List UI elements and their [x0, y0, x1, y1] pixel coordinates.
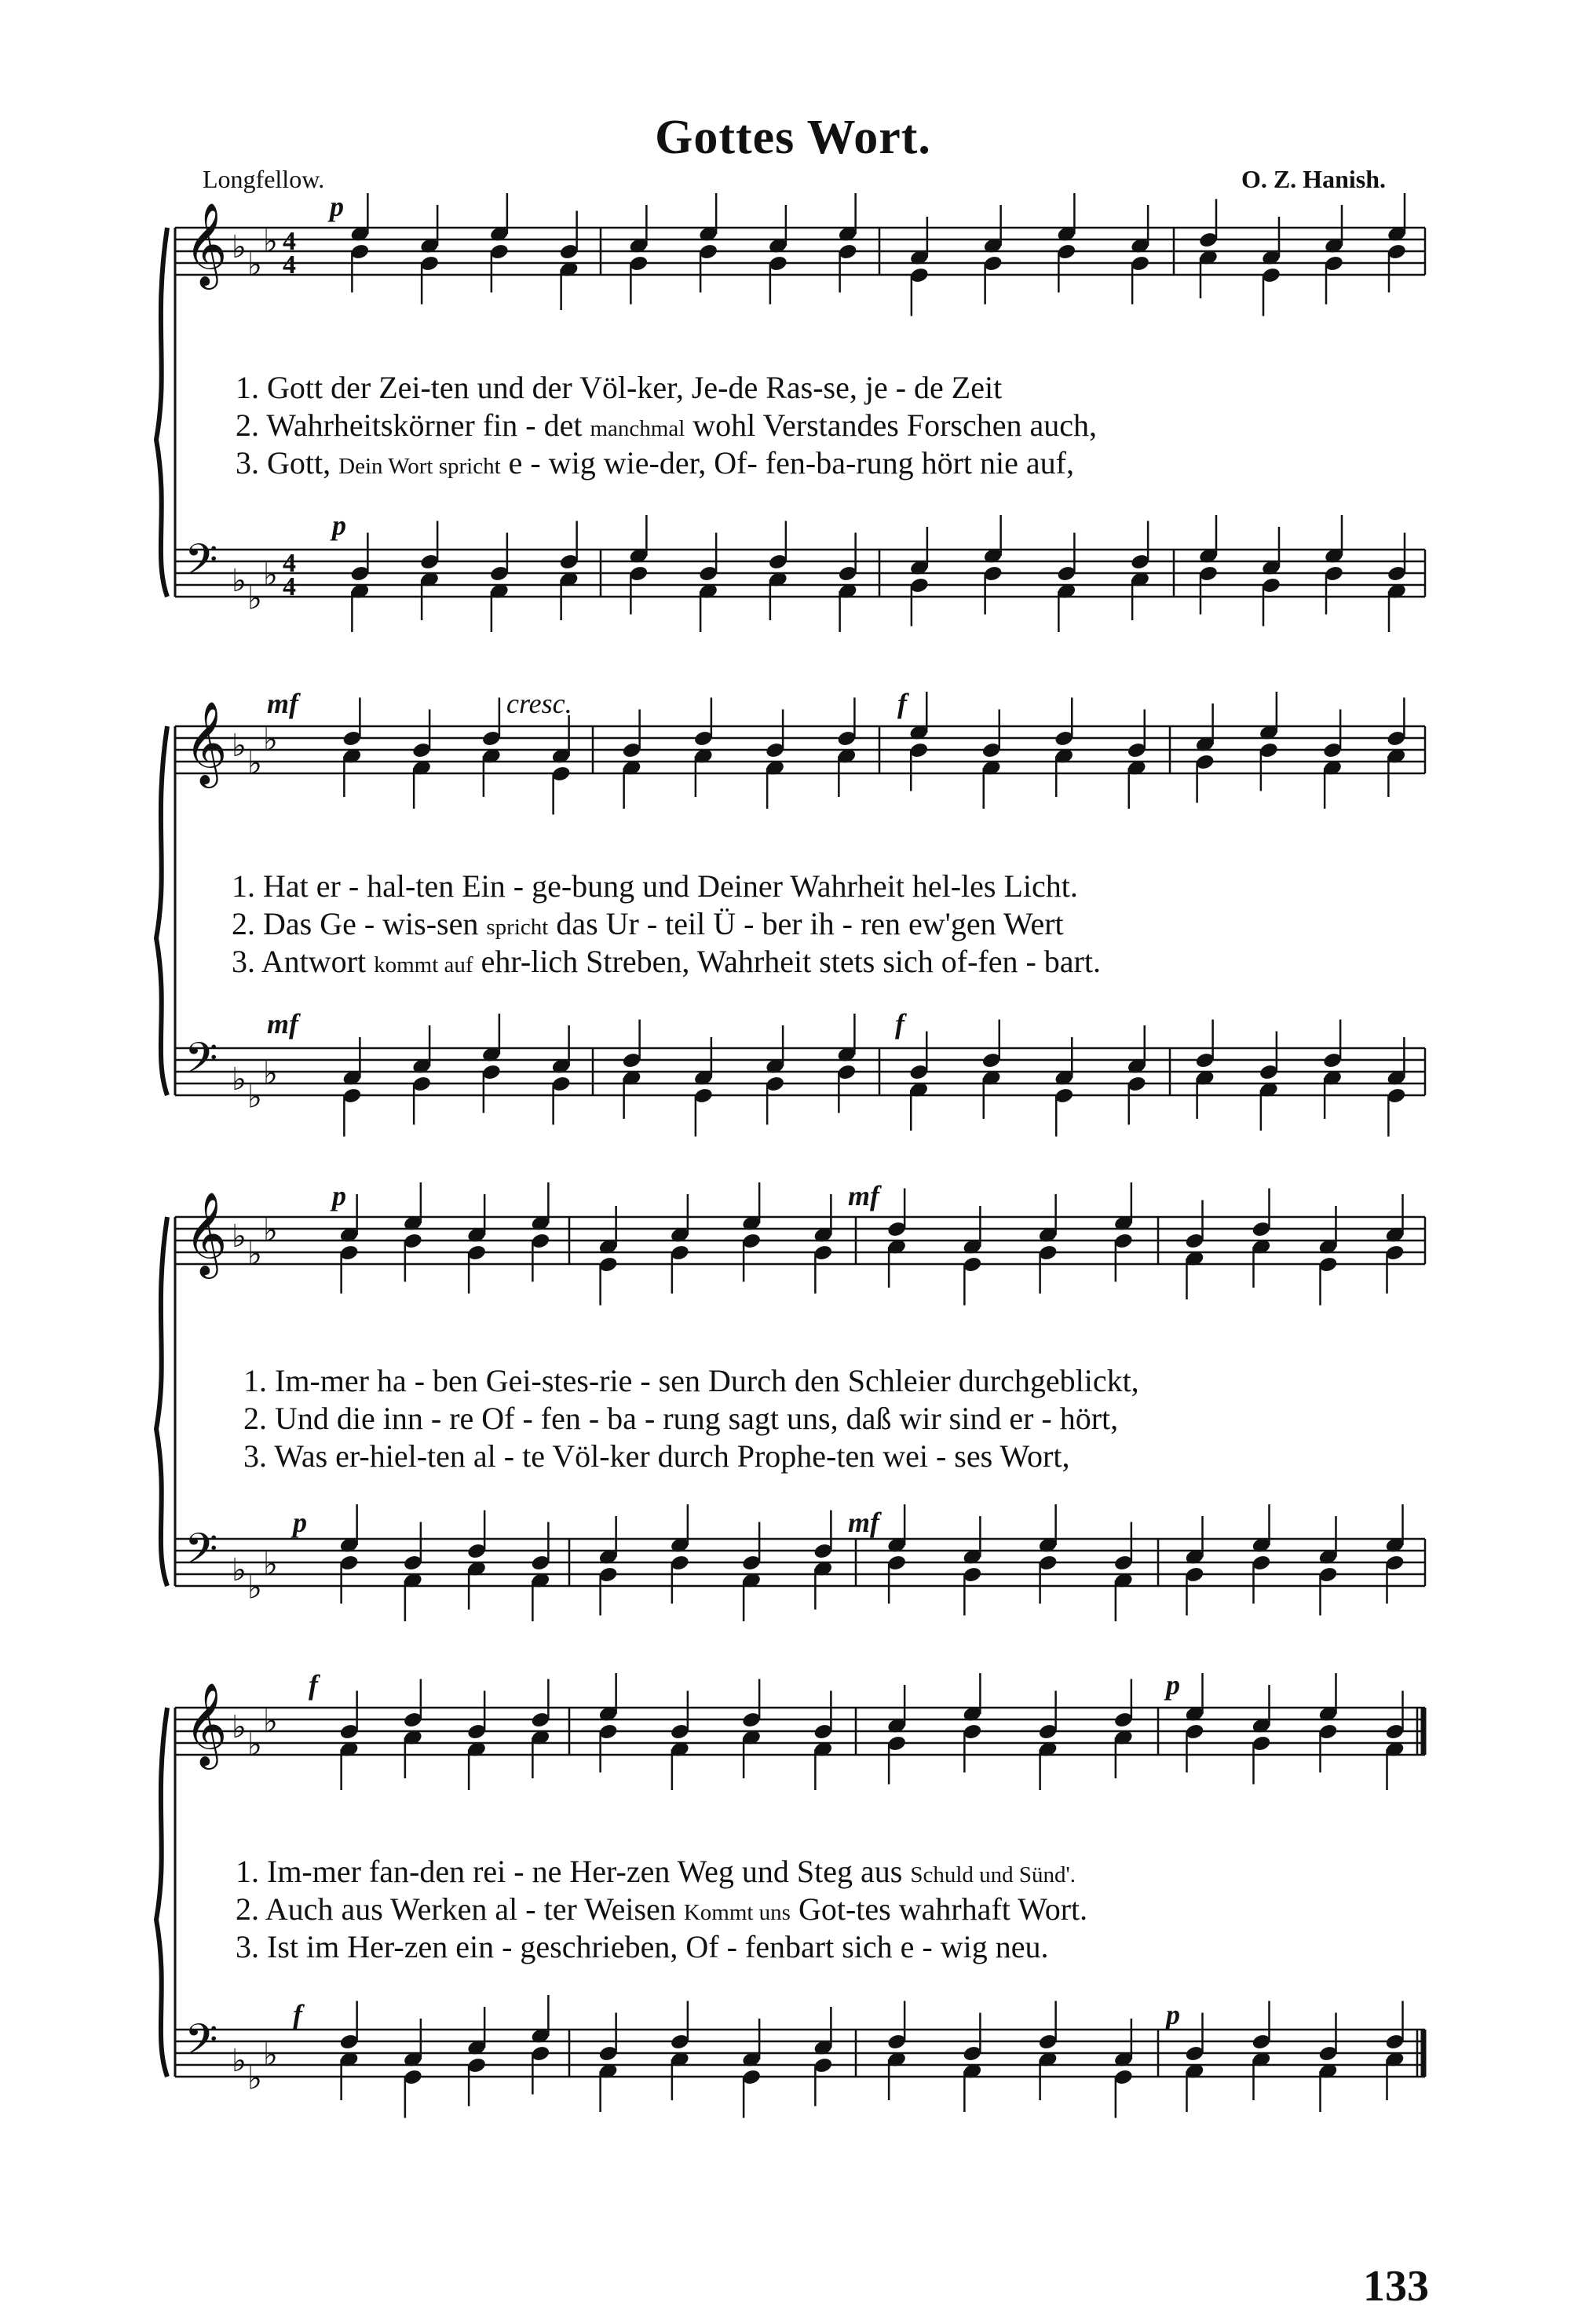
music-system-3: [153, 1180, 1425, 1641]
brace: [156, 1217, 167, 1586]
time-signature: 4: [283, 250, 296, 280]
flat-icon: ♭: [247, 580, 262, 617]
page-title: Gottes Wort.: [655, 111, 931, 164]
verse-line-1: 1. Im-mer fan-den rei - ne Her-zen Weg und Steg aus Schuld und Sünd'.: [236, 1854, 1076, 1889]
music-system-4: [153, 1669, 1425, 2163]
dynamic-mark: mf: [848, 1507, 879, 1538]
verse-block: [236, 1853, 1087, 1966]
verse-line-1: 1. Gott der Zei-ten und der Völ-ker, Je-de Ras-se, je - de Zeit: [236, 370, 1003, 405]
treble-clef-icon: 𝄞: [185, 202, 228, 286]
treble-clef-icon: 𝄞: [185, 1682, 228, 1766]
flat-icon: ♭: [232, 728, 247, 764]
composer-credit: O. Z. Hanish.: [1241, 165, 1386, 193]
dynamic-mark: mf: [848, 1180, 879, 1211]
flat-icon: ♭: [247, 745, 262, 782]
bass-clef-icon: 𝄢: [185, 1524, 218, 1584]
bass-clef-icon: 𝄢: [185, 2015, 218, 2075]
flat-icon: ♭: [232, 1709, 247, 1745]
flat-icon: ♭: [263, 223, 278, 260]
verse-line-2: 2. Wahrheitskörner fin - det manchmal wohl Verstandes Forschen auch,: [236, 407, 1097, 443]
flat-icon: ♭: [232, 1219, 247, 1255]
flat-icon: ♭: [247, 2060, 262, 2097]
brace: [156, 228, 167, 597]
flat-icon: ♭: [232, 1552, 247, 1588]
flat-icon: ♭: [263, 2037, 278, 2074]
verse-block: [236, 369, 1097, 482]
flat-icon: ♭: [263, 557, 278, 594]
treble-clef-icon: 𝄞: [185, 700, 228, 784]
dynamic-mark: f: [293, 1999, 302, 2030]
flat-icon: ♭: [247, 1569, 262, 1606]
flat-icon: ♭: [263, 722, 278, 758]
flat-icon: ♭: [263, 1546, 278, 1583]
dynamic-mark: p: [332, 510, 346, 541]
verse-line-3: 3. Ist im Her-zen ein - geschrieben, Of - fenbart sich e - wig neu.: [236, 1929, 1049, 1964]
dynamic-mark: f: [309, 1669, 318, 1701]
dynamic-mark: p: [1166, 1999, 1180, 2030]
bass-clef-icon: 𝄢: [185, 535, 218, 595]
time-signature: 4: [283, 572, 296, 601]
dynamic-mark: p: [293, 1507, 307, 1538]
dynamic-mark: mf: [267, 688, 298, 719]
dynamic-mark: p: [1166, 1669, 1180, 1701]
verse-line-1: 1. Hat er - hal-ten Ein - ge-bung und Deiner Wahrheit hel-les Licht.: [232, 868, 1078, 904]
treble-clef-icon: 𝄞: [185, 1191, 228, 1275]
flat-icon: ♭: [232, 1062, 247, 1098]
flat-icon: ♭: [247, 1727, 262, 1763]
music-system-2: [153, 688, 1425, 1150]
dynamic-mark: f: [897, 688, 907, 719]
verse-line-3: 3. Antwort kommt auf ehr-lich Streben, Wahrheit stets sich of-fen - bart.: [232, 944, 1101, 979]
flat-icon: ♭: [247, 247, 262, 283]
flat-icon: ♭: [247, 1236, 262, 1273]
flat-icon: ♭: [263, 1703, 278, 1740]
verse-line-1: 1. Im-mer ha - ben Gei-stes-rie - sen Durch den Schleier durchgeblickt,: [243, 1363, 1139, 1398]
lyricist-credit: Longfellow.: [203, 165, 325, 193]
dynamic-mark: mf: [267, 1008, 298, 1040]
flat-icon: ♭: [247, 1079, 262, 1116]
verse-line-2: 2. Auch aus Werken al - ter Weisen Kommt uns Got-tes wahrhaft Wort.: [236, 1891, 1088, 1927]
verse-block: [243, 1362, 1139, 1475]
dynamic-mark: cresc.: [506, 688, 572, 719]
verse-line-2: 2. Das Ge - wis-sen spricht das Ur - teil Ü - ber ih - ren ew'gen Wert: [232, 906, 1064, 941]
verse-line-2: 2. Und die inn - re Of - fen - ba - rung sagt uns, daß wir sind er - hört,: [243, 1401, 1119, 1436]
bass-clef-icon: 𝄢: [185, 1033, 218, 1094]
flat-icon: ♭: [263, 1212, 278, 1249]
flat-icon: ♭: [232, 2043, 247, 2079]
brace: [156, 726, 167, 1095]
flat-icon: ♭: [232, 563, 247, 599]
brace: [156, 1708, 167, 2077]
time-signature: 4: [283, 549, 296, 578]
verse-line-3: 3. Gott, Dein Wort spricht e - wig wie-der, Of- fen-ba-rung hört nie auf,: [236, 445, 1074, 481]
time-signature: 4: [283, 227, 296, 256]
page-number: 133: [1363, 2262, 1429, 2311]
music-system-1: [153, 191, 1425, 652]
dynamic-mark: f: [895, 1008, 904, 1040]
flat-icon: ♭: [263, 1055, 278, 1092]
flat-icon: ♭: [232, 229, 247, 265]
verse-block: [232, 868, 1101, 981]
dynamic-mark: p: [330, 191, 344, 222]
verse-line-3: 3. Was er-hiel-ten al - te Völ-ker durch Prophe-ten wei - ses Wort,: [243, 1438, 1070, 1474]
dynamic-mark: p: [332, 1180, 346, 1211]
